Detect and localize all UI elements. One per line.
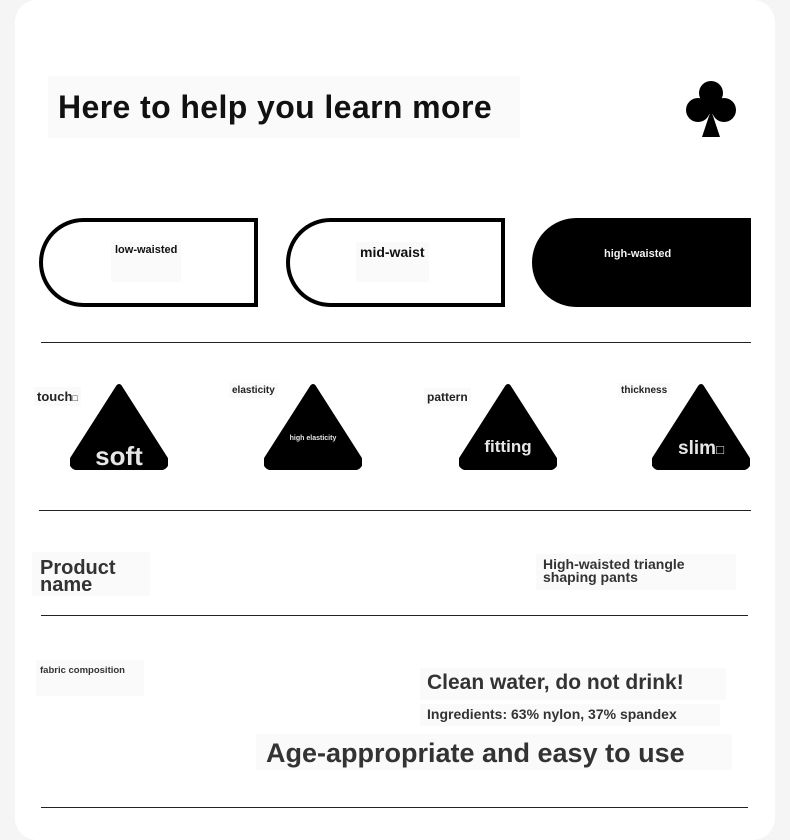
divider [41,807,748,808]
waist-option-label: mid-waist [356,242,429,282]
care-warning: Clean water, do not drink! [420,668,726,700]
attribute-badge-elasticity [264,383,362,470]
product-name-value: High-waisted triangle shaping pants [536,554,736,590]
fabric-composition-label: fabric composition [36,660,144,696]
attribute-label-touch: touch□ [34,387,81,406]
attribute-value: fitting [484,437,532,456]
attribute-badge-thickness [652,383,750,470]
attribute-value: slim□ [678,438,724,459]
attribute-badge-pattern [459,383,557,470]
attribute-badge-touch [70,383,168,470]
page-title: Here to help you learn more [48,76,520,138]
ingredients-text: Ingredients: 63% nylon, 37% spandex [420,704,720,726]
waist-option-mid[interactable] [286,218,505,307]
waist-option-label: low-waisted [111,242,181,282]
tagline: Age-appropriate and easy to use [256,734,732,770]
attribute-value: high elasticity [289,435,337,442]
waist-option-label: high-waisted [604,248,672,260]
attribute-label-thickness: thickness [618,383,670,398]
attribute-label-elasticity: elasticity [229,383,278,398]
divider [41,615,748,616]
product-name-label: Product name [32,552,150,596]
waist-option-high[interactable] [532,218,751,307]
attribute-value: soft [95,441,143,471]
waist-option-low[interactable] [39,218,258,307]
divider [39,510,751,511]
attribute-label-pattern: pattern [424,388,471,406]
divider [41,342,751,343]
club-suit-icon [686,80,736,138]
